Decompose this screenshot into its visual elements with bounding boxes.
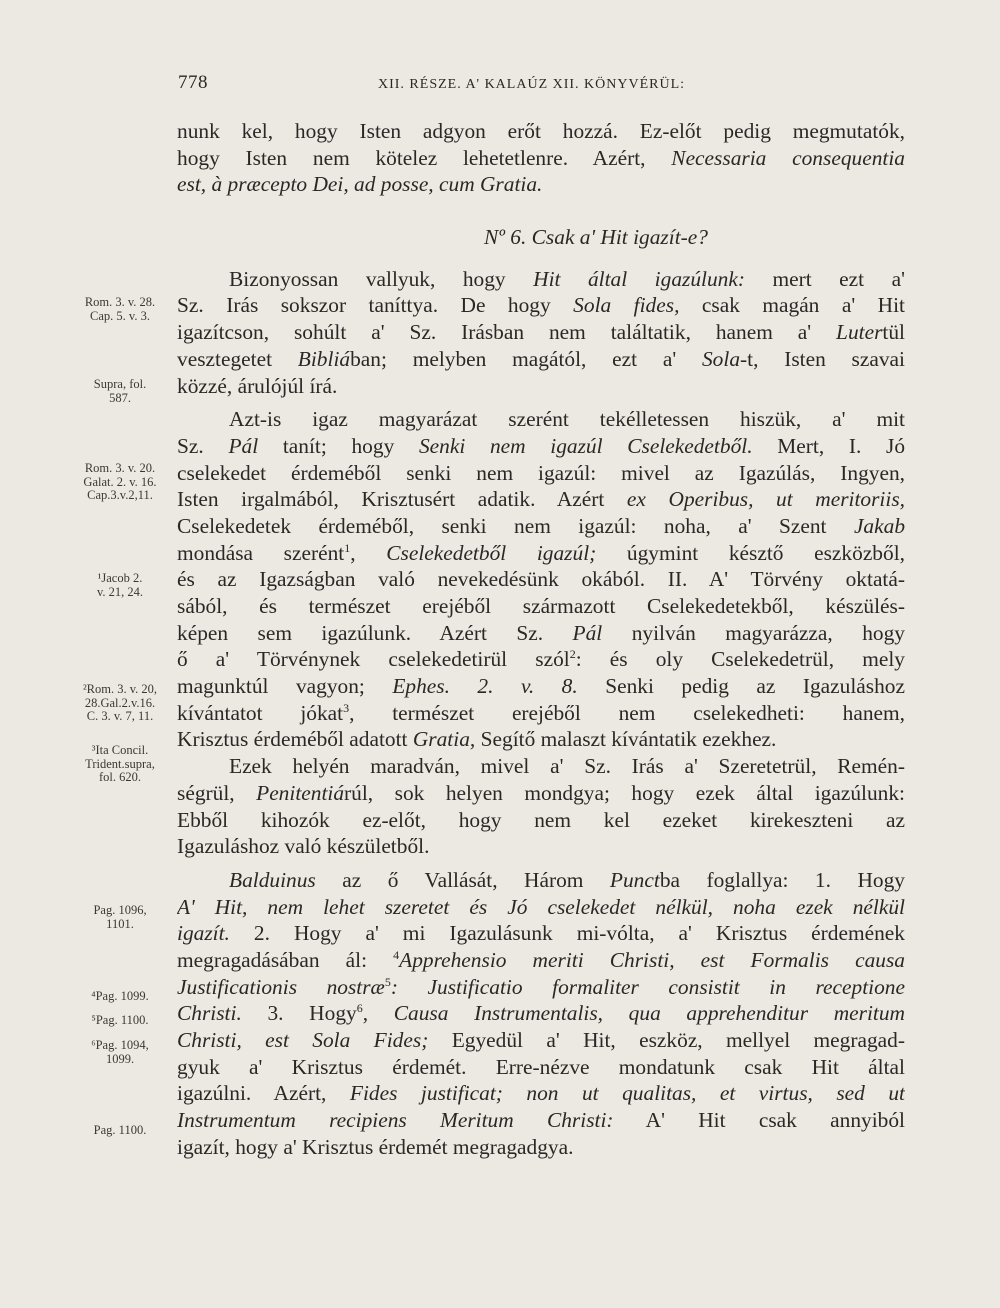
running-head: XII. RÉSZE. A' KALAÚZ XII. KÖNYVÉRÜL: bbox=[378, 77, 686, 92]
paragraph: Azt-is igaz magyarázat szerént tekélletessen hiszük, a' mit Sz. Pál tanít; hogy Senki nem igazúl Cselekedetből. Mert, I. Jó cselekedet érdeméből senki nem igazúl: mivel az Igazúlás, Ingyen, Isten irgalmából, Krisztusért adatik. Azért ex Operibus, ut meritoriis, Cselekedetek érdeméből, senki nem igazúl: noha, a' Szent Jakab mondása szerént$^1$, Cselekedetből igazúl; úgymint késztő eszközből, és az Igazságban való nevekedésünk okából. II. A' Törvény oktatá- sából, és természet erejéből származott Cselekedetekből, készülés- képen sem igazúlunk. Azért Sz. Pál nyilván magyarázza, hogy ő a' Törvénynek cselekedetirül szól$^2$: és oly Cselekedetrül, mely magunktúl vagyon; Ephes. 2. v. 8. Senki pedig az Igazuláshoz kívántatot jókat$^3$, természet erejéből nem cselekedheti: hanem, Krisztus érdeméből adatott Gratia, Segítő malaszt kívántatik ezekhez. bbox=[177, 407, 905, 752]
margin-note: ⁴Pag. 1099. bbox=[91, 989, 149, 1003]
margin-note: ¹Jacob 2. v. 21, 24. bbox=[96, 571, 144, 599]
margin-notes bbox=[0, 0, 175, 1308]
margin-note: Pag. 1100. bbox=[93, 1123, 147, 1137]
body-text bbox=[177, 118, 905, 1160]
margin-note: Rom. 3. v. 20. Galat. 2. v. 16. Cap.3.v.2,11. bbox=[83, 461, 157, 502]
margin-note: ⁶Pag. 1094, 1099. bbox=[91, 1038, 149, 1066]
margin-note: ³Ita Concil. Trident.supra, fol. 620. bbox=[85, 743, 155, 784]
paragraph: nunk kel, hogy Isten adgyon erőt hozzá. Ez-előt pedig megmutatók, hogy Isten nem kötelez lehetetlenre. Azért, Necessaria consequentia est, à præcepto Dei, ad posse, cum Gratia. bbox=[177, 119, 905, 197]
margin-note: Pag. 1096, 1101. bbox=[93, 903, 147, 931]
margin-note: Supra, fol. 587. bbox=[93, 377, 147, 405]
section-heading: Nº 6. Csak a' Hit igazít-e? bbox=[484, 225, 708, 250]
paragraph: Bizonyossan vallyuk, hogy Hit által igazúlunk: mert ezt a' Sz. Irás sokszor taníttya. De hogy Sola fides, csak magán a' Hit igazítcson, sohúlt a' Sz. Irásban nem találtatik, hanem a' Lutertül vesztegetet Bibliában; melyben magától, ezt a' Sola-t, Isten szavai közzé, árulójúl írá. bbox=[177, 266, 905, 398]
page-number: 778 bbox=[178, 72, 208, 93]
paragraph: Ezek helyén maradván, mivel a' Sz. Irás a' Szeretetrül, Remén- ségrül, Penitentiárúl, sok helyen mondgya; hogy ezek által igazúlunk: Ebből kihozók ez-előt, hogy nem kel ezeket kirekeszteni az Igazuláshoz való készületből. bbox=[177, 754, 905, 859]
margin-note: ²Rom. 3. v. 20, 28.Gal.2.v.16. C. 3. v. 7, 11. bbox=[82, 682, 158, 723]
paragraph: Balduinus az ő Vallását, Három Punctba foglallya: 1. Hogy A' Hit, nem lehet szeretet és Jó cselekedet nélkül, noha ezek nélkül igazít. 2. Hogy a' mi Igazulásunk mi-vólta, a' Krisztus érdemének megragadásában ál: $^4$Apprehensio meriti Christi, est Formalis causa Justificationis nostræ$^5$: Justificatio formaliter consistit in receptione Christi. 3. Hogy$^6$, Causa Instrumentalis, qua apprehenditur meritum Christi, est Sola Fides; Egyedül a' Hit, eszköz, mellyel megragad- gyuk a' Krisztus érdemét. Erre-nézve mondatunk csak Hit által igazúlni. Azért, Fides justificat; non ut qualitas, et virtus, sed ut Instrumentum recipiens Meritum Christi: A' Hit csak annyiból igazít, hogy a' Krisztus érdemét megragadgya. bbox=[177, 867, 905, 1159]
margin-note: ⁵Pag. 1100. bbox=[91, 1013, 149, 1027]
margin-note: Rom. 3. v. 28. Cap. 5. v. 3. bbox=[84, 295, 156, 323]
